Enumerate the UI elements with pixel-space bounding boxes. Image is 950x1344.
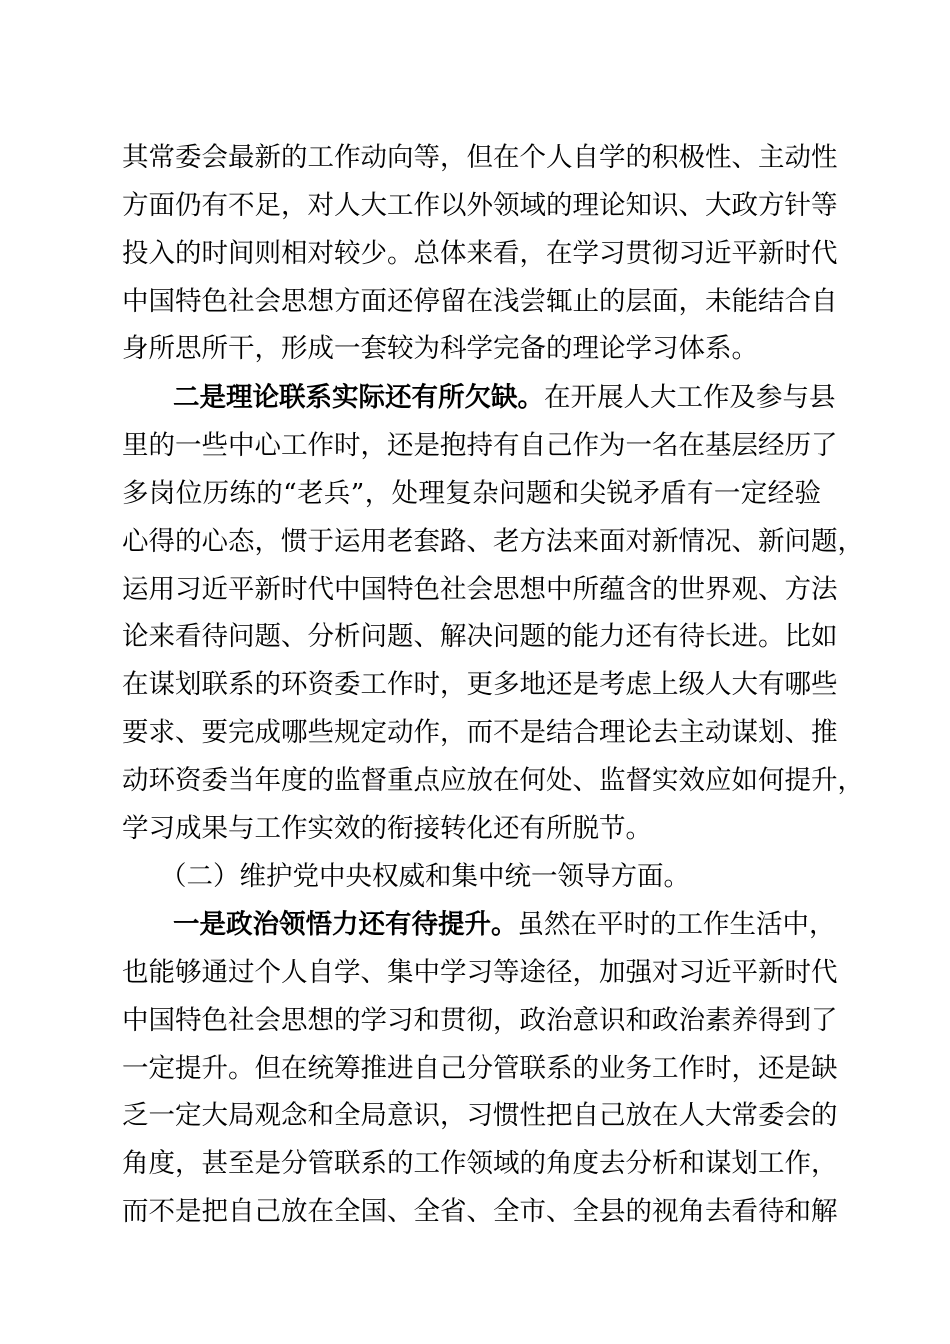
paragraph-2-line-2: 里的一些中心工作时，还是抱持有自己作为一名在基层经历了 <box>122 430 838 461</box>
paragraph-3-heading: 一是政治领悟力还有待提升。 <box>173 909 518 940</box>
paragraph-2-line-6: 论来看待问题、分析问题、解决问题的能力还有待长进。比如 <box>122 621 838 652</box>
paragraph-2-first-line-rest: 在开展人大工作及参与县 <box>544 382 836 413</box>
paragraph-1-line-2: 方面仍有不足，对人大工作以外领域的理论知识、大政方针等 <box>122 190 838 221</box>
paragraph-1-line-4: 中国特色社会思想方面还停留在浅尝辄止的层面，未能结合自 <box>122 286 838 317</box>
paragraph-2-first-line <box>173 378 836 418</box>
paragraph-2-line-5: 运用习近平新时代中国特色社会思想中所蕴含的世界观、方法 <box>122 574 838 605</box>
paragraph-3-line-6: 角度，甚至是分管联系的工作领域的角度去分析和谋划工作， <box>122 1148 838 1179</box>
paragraph-2-line-8: 要求、要完成哪些规定动作，而不是结合理论去主动谋划、推 <box>122 717 838 748</box>
paragraph-3-line-7: 而不是把自己放在全国、全省、全市、全县的视角去看待和解 <box>122 1196 838 1227</box>
paragraph-3-line-2: 也能够通过个人自学、集中学习等途径，加强对习近平新时代 <box>122 957 838 988</box>
paragraph-2-line-10: 学习成果与工作实效的衔接转化还有所脱节。 <box>122 813 652 844</box>
paragraph-1-line-3: 投入的时间则相对较少。总体来看，在学习贯彻习近平新时代 <box>122 238 838 269</box>
section-heading: （二）维护党中央权威和集中统一领导方面。 <box>160 861 690 892</box>
paragraph-1-line-1: 其常委会最新的工作动向等，但在个人自学的积极性、主动性 <box>122 142 838 173</box>
paragraph-2-line-7: 在谋划联系的环资委工作时，更多地还是考虑上级人大有哪些 <box>122 669 838 700</box>
paragraph-2-line-3: 多岗位历练的“老兵”，处理复杂问题和尖锐矛盾有一定经验 <box>122 478 821 509</box>
paragraph-3-line-5: 乏一定大局观念和全局意识，习惯性把自己放在人大常委会的 <box>122 1100 838 1131</box>
paragraph-2-line-4: 心得的心态，惯于运用老套路、老方法来面对新情况、新问题， <box>122 526 864 557</box>
paragraph-2-heading: 二是理论联系实际还有所欠缺。 <box>173 382 544 413</box>
paragraph-2-line-9: 动环资委当年度的监督重点应放在何处、监督实效应如何提升， <box>122 765 864 796</box>
paragraph-3-first-line-rest: 虽然在平时的工作生活中， <box>517 909 836 940</box>
paragraph-3-line-3: 中国特色社会思想的学习和贯彻，政治意识和政治素养得到了 <box>122 1005 838 1036</box>
paragraph-3-line-4: 一定提升。但在统筹推进自己分管联系的业务工作时，还是缺 <box>122 1053 838 1084</box>
paragraph-3-first-line <box>173 905 836 945</box>
paragraph-1-line-5: 身所思所干，形成一套较为科学完备的理论学习体系。 <box>122 333 758 364</box>
